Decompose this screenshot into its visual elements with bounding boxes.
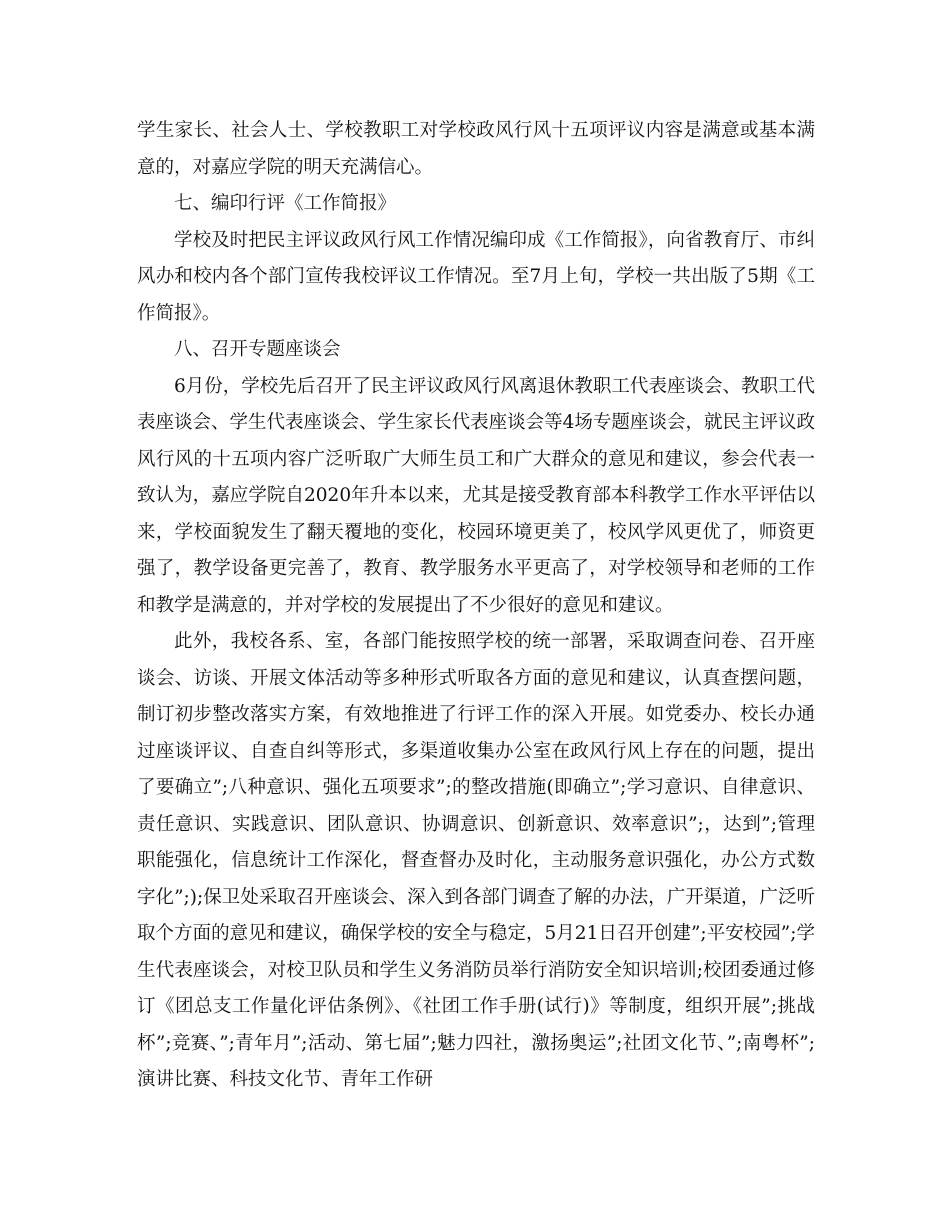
paragraph-symposium: 6月份，学校先后召开了民主评议政风行风离退休教职工代表座谈会、教职工代表座谈会、学生代表座谈会、学生家长代表座谈会等4场专题座谈会，就民主评议政风行风的十五项内容广泛听取广大师生员工和广大群众的意见和建议，参会代表一致认为，嘉应学院自2020年升本以来，尤其是接受教育部本科教学工作水平评估以来，学校面貌发生了翻天覆地的变化，校园环境更美了，校风学风更优了，师资更强了，教学设备更完善了，教育、教学服务水平更高了，对学校领导和老师的工作和教学是满意的，并对学校的发展提出了不少很好的意见和建议。 bbox=[137, 375, 815, 616]
paragraph-work-bulletin: 学校及时把民主评议政风行风工作情况编印成《工作简报》，向省教育厅、市纠风办和校内各个部门宣传我校评议工作情况。至7月上旬，学校一共出版了5期《工作简报》。 bbox=[137, 229, 815, 324]
section-heading-eight: 八、召开专题座谈会 bbox=[174, 339, 341, 360]
paragraph-continuation: 学生家长、社会人士、学校教职工对学校政风行风十五项评议内容是满意或基本满意的，对嘉应学院的明天充满信心。 bbox=[137, 120, 815, 178]
section-heading-seven: 七、编印行评《工作简报》 bbox=[174, 193, 397, 214]
document-body bbox=[137, 113, 815, 1099]
paragraph-departments: 此外，我校各系、室，各部门能按照学校的统一部署，采取调查问卷、召开座谈会、访谈、开展文体活动等多种形式听取各方面的意见和建议，认真查摆问题，制订初步整改落实方案，有效地推进了行评工作的深入开展。如党委办、校长办通过座谈评议、自查自纠等形式，多渠道收集办公室在政风行风上存在的问题，提出了要确立”;八种意识、强化五项要求”;的整改措施(即确立”;学习意识、自律意识、责任意识、实践意识、团队意识、协调意识、创新意识、效率意识”;，达到”;管理职能强化，信息统计工作深化，督查督办及时化，主动服务意识强化，办公方式数字化”;);保卫处采取召开座谈会、深入到各部门调查了解的办法，广开渠道，广泛听取个方面的意见和建议，确保学校的安全与稳定，5月21日召开创建”;平安校园”;学生代表座谈会，对校卫队员和学生义务消防员举行消防安全知识培训;校团委通过修订《团总支工作量化评估条例》、《社团工作手册(试行)》等制度，组织开展”;挑战杯”;竞赛、”;青年月”;活动、第七届”;魅力四社，激扬奥运”;社团文化节、”;南粤杯”;演讲比赛、科技文化节、青年工作研 bbox=[137, 631, 815, 1090]
